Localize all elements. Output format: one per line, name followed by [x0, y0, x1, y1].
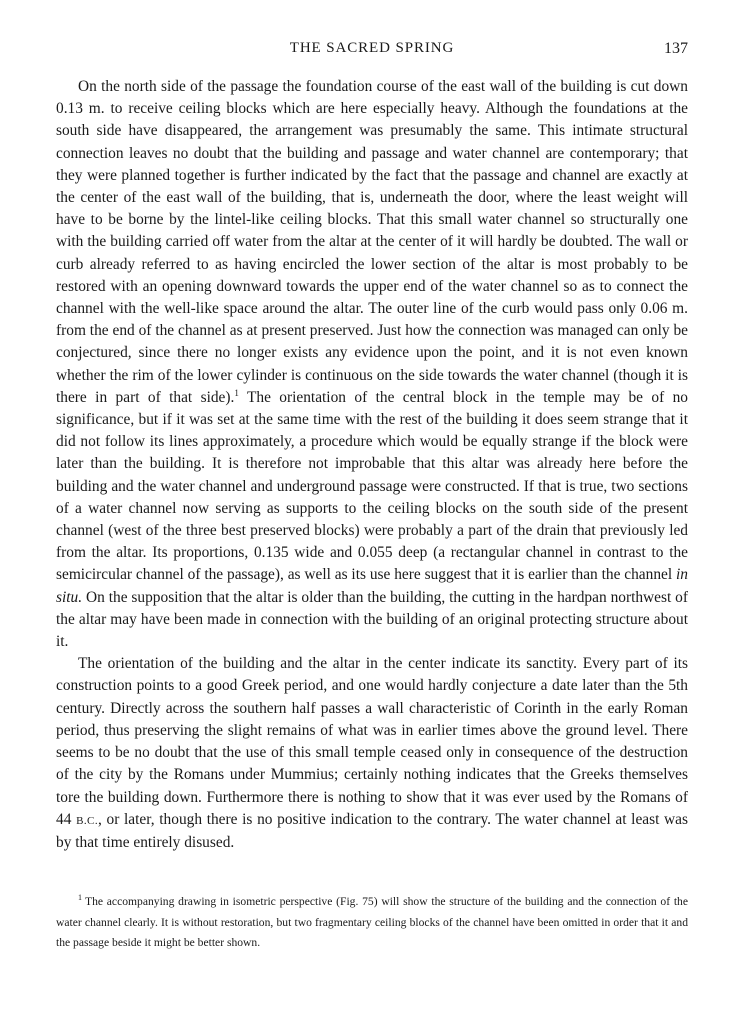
paragraph-2-part-1: The orientation of the building and the altar in the center indicate its sanctity. Every part of its construction points to a good Greek period, and one would hardly conjecture a date later than the 5th century. Directly across the southern half passes a wall characteristic of Corinth in the early Roman period, thus preserving the slight remains of what was in earlier times above the ground level. There seems to be no doubt that the use of this small temple ceased only in consequence of the destruction of the city by the Romans under Mummius; certainly nothing indicates that the Greeks themselves tore the building down. Furthermore there is nothing to show that it was ever used by the Romans of 44	[56, 655, 688, 828]
footnote-text: The accompanying drawing in isometric perspective (Fig. 75) will show the structure of the building and the connection of the water channel clearly. It is without restoration, but two fragmentary ceiling blocks of the channel have been omitted in order that it and the passage beside it might be better shown.	[56, 895, 688, 950]
paragraph-1-part-1: On the north side of the passage the foundation course of the east wall of the building is cut down 0.13 m. to receive ceiling blocks which are here especially heavy. Although the foundations at the south side have disappeared, the arrangement was presumably the same. This intimate structural connection leaves no doubt that the building and passage and water channel are contemporary; that they were planned together is further indicated by the fact that the passage and channel are exactly at the center of the east wall of the building, that is, underneath the door, where the least weight will have to be borne by the lintel-like ceiling blocks. That this small water channel so structurally one with the building carried off water from the altar at the center of it will hardly be doubted. The wall or curb already referred to as having encircled the lower section of the altar is most probably to be restored with an opening downward towards the upper end of the water channel so as to connect the channel with the well-like space around the altar. The outer line of the curb would pass only 0.06 m. from the end of the channel as at present preserved. Just how the connection was managed can only be conjectured, since there no longer exists any evidence upon the point, and it is not even known whether the rim of the lower cylinder is continuous on the side towards the water channel (though it is there in part of that side).	[56, 78, 688, 406]
page-number: 137	[664, 40, 688, 57]
paragraph-1	[56, 76, 688, 653]
paragraph-1-part-2: The orientation of the central block in the temple may be of no significance, but if it was set at the same time with the rest of the building it does seem strange that it did not follow its lines approximately, a procedure which would be equally strange if the block were later than the building. It is therefore not improbable that this altar was already here before the building and the water channel and underground passage were constructed. If that is true, two sections of a water channel now serving as supports to the ceiling blocks on the south side of the present channel (west of the three best preserved blocks) were probably a part of the drain that previously led from the altar. Its proportions, 0.135 wide and 0.055 deep (a rectangular channel in contrast to the semicircular channel of the passage), as well as its use here suggest that it is earlier than the channel	[56, 388, 688, 584]
footnote-reference: 1	[234, 387, 239, 398]
running-head	[56, 40, 688, 66]
era-abbreviation: B.C.	[76, 814, 99, 827]
footnote	[56, 892, 688, 954]
running-title: THE SACRED SPRING	[289, 40, 455, 56]
footnote-mark: 1	[78, 893, 82, 903]
paragraph-1-part-3: On the supposition that the altar is older than the building, the cutting in the hardpan northwest of the altar may have been made in connection with the building of an original protecting structure about it.	[56, 588, 688, 651]
italic-phrase: in situ.	[56, 566, 688, 606]
footnotes	[56, 892, 688, 954]
paragraph-2-part-2: , or later, though there is no positive indication to the contrary. The water channel at least was by that time entirely disused.	[56, 810, 688, 851]
page	[56, 40, 688, 954]
paragraph-2	[56, 653, 688, 854]
body-text	[56, 76, 688, 854]
